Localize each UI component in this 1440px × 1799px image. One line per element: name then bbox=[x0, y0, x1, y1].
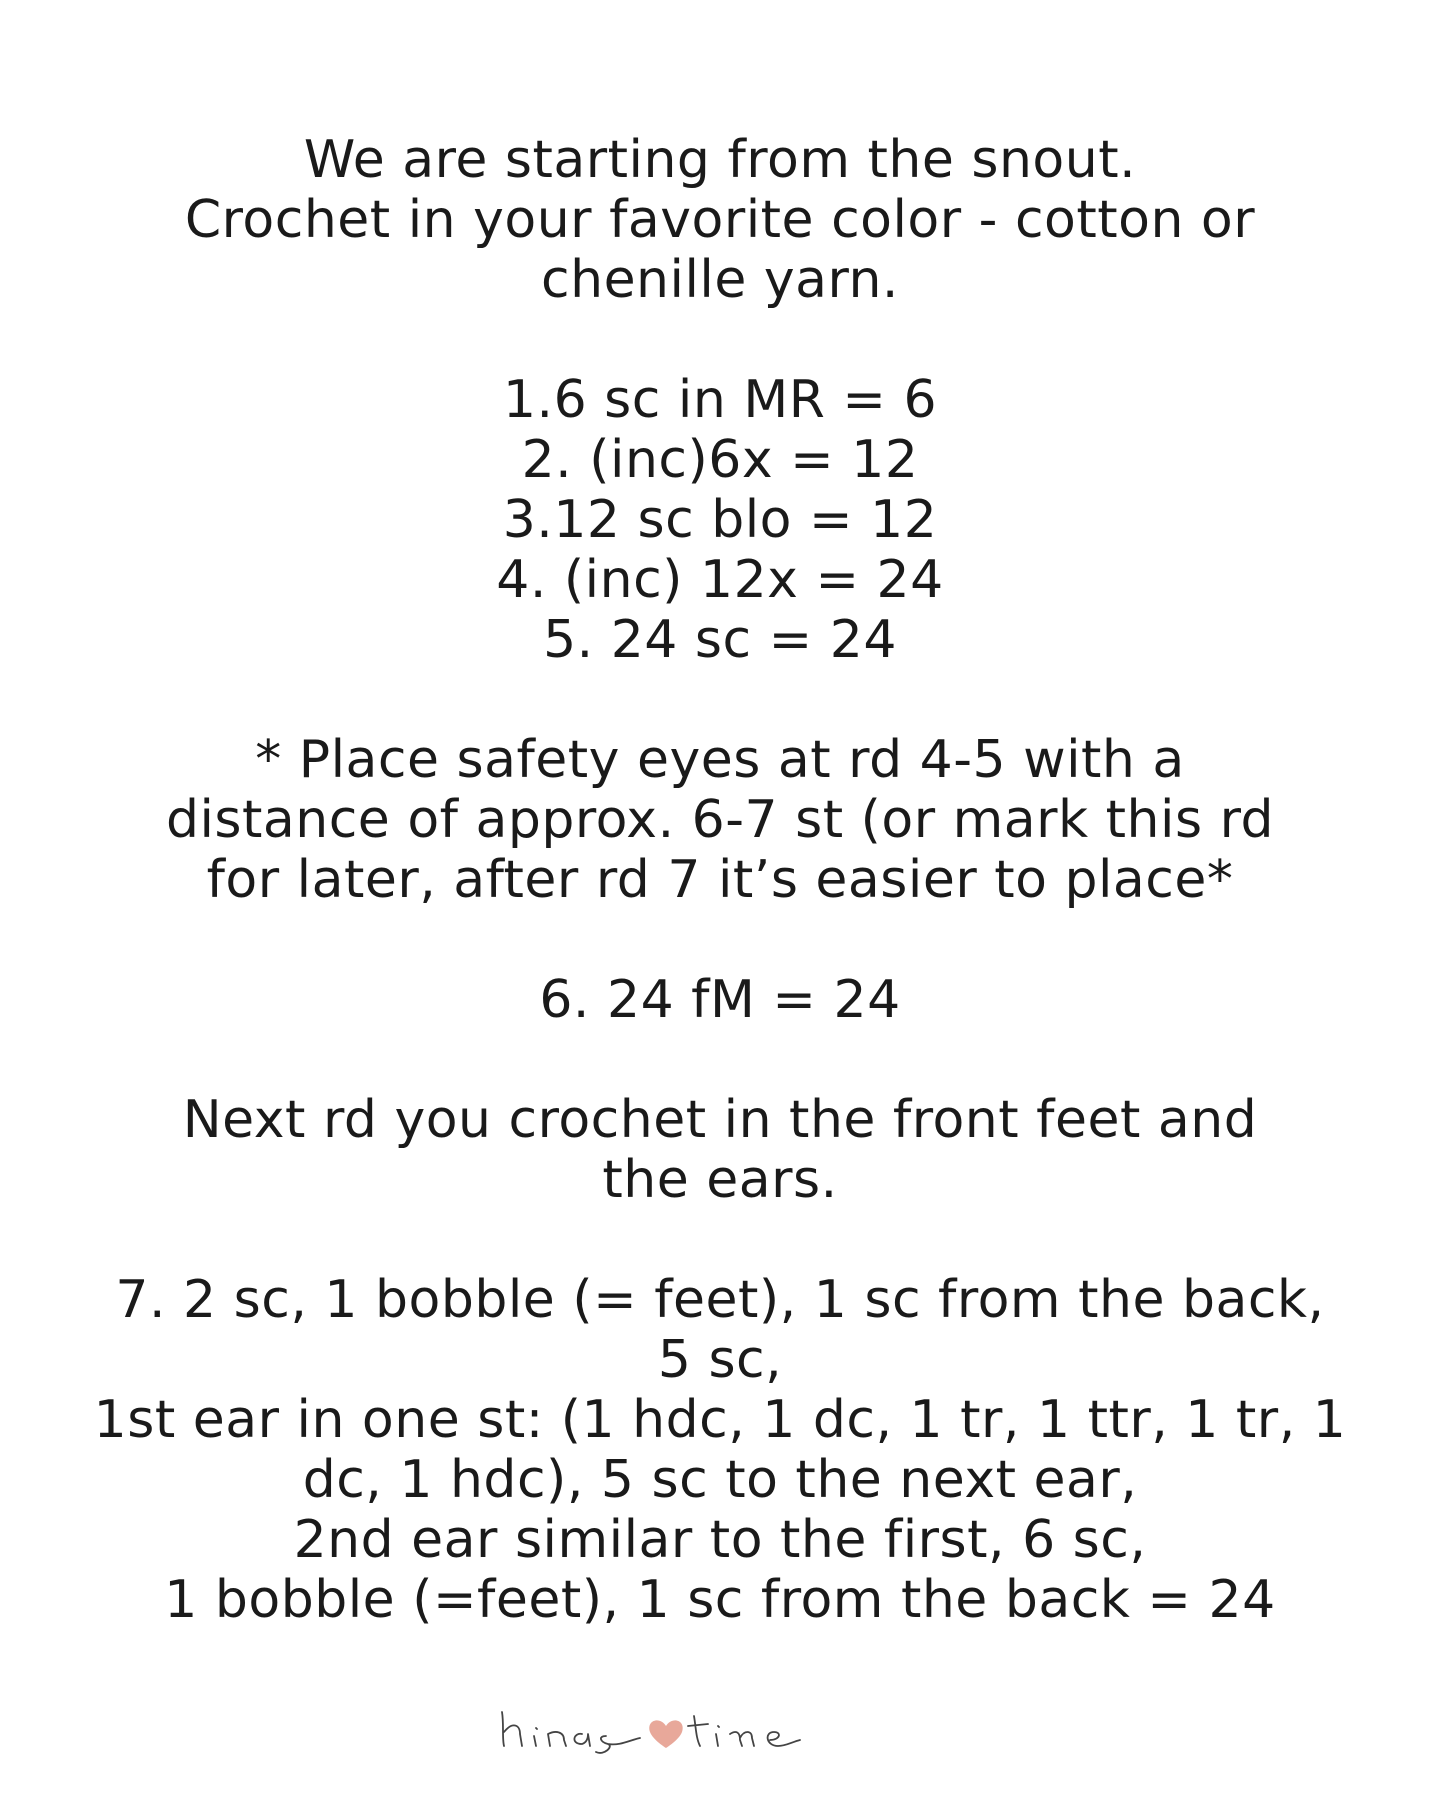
round-line: 2. (inc)6x = 12 bbox=[521, 430, 919, 490]
rounds-1-5 bbox=[60, 370, 1380, 670]
round-line: 4. (inc) 12x = 24 bbox=[496, 550, 944, 610]
round-6 bbox=[60, 970, 1380, 1030]
next-note-line: Next rd you crochet in the front feet and bbox=[182, 1090, 1258, 1150]
eyes-note-line: for later, after rd 7 it’s easier to place* bbox=[206, 850, 1234, 910]
next-round-note bbox=[60, 1090, 1380, 1210]
intro-line: chenille yarn. bbox=[541, 250, 899, 310]
eyes-note bbox=[60, 730, 1380, 910]
intro-line: Crochet in your favorite color - cotton or bbox=[184, 190, 1256, 250]
round-7-line: dc, 1 hdc), 5 sc to the next ear, bbox=[302, 1450, 1138, 1510]
round-7-line: 7. 2 sc, 1 bobble (= feet), 1 sc from the back, bbox=[115, 1270, 1325, 1330]
heart-icon bbox=[649, 1720, 682, 1748]
intro-line: We are starting from the snout. bbox=[303, 130, 1137, 190]
signature-logo bbox=[490, 1700, 950, 1760]
pattern-text bbox=[60, 130, 1380, 1630]
round-7-line: 1st ear in one st: (1 hdc, 1 dc, 1 tr, 1 ttr, 1 tr, 1 bbox=[93, 1390, 1347, 1450]
eyes-note-line: distance of approx. 6-7 st (or mark this rd bbox=[165, 790, 1275, 850]
round-line: 3.12 sc blo = 12 bbox=[502, 490, 938, 550]
signature-logo-drawing bbox=[490, 1700, 950, 1760]
round-line: 5. 24 sc = 24 bbox=[543, 610, 897, 670]
round-7-line: 2nd ear similar to the first, 6 sc, bbox=[293, 1510, 1147, 1570]
round-7-line: 1 bobble (=feet), 1 sc from the back = 24 bbox=[164, 1570, 1276, 1630]
next-note-line: the ears. bbox=[602, 1150, 838, 1210]
round-line: 1.6 sc in MR = 6 bbox=[502, 370, 938, 430]
intro-paragraph bbox=[60, 130, 1380, 310]
eyes-note-line: * Place safety eyes at rd 4-5 with a bbox=[255, 730, 1185, 790]
round-7-line: 5 sc, bbox=[657, 1330, 783, 1390]
round-line: 6. 24 fM = 24 bbox=[539, 970, 901, 1030]
round-7 bbox=[60, 1270, 1380, 1630]
